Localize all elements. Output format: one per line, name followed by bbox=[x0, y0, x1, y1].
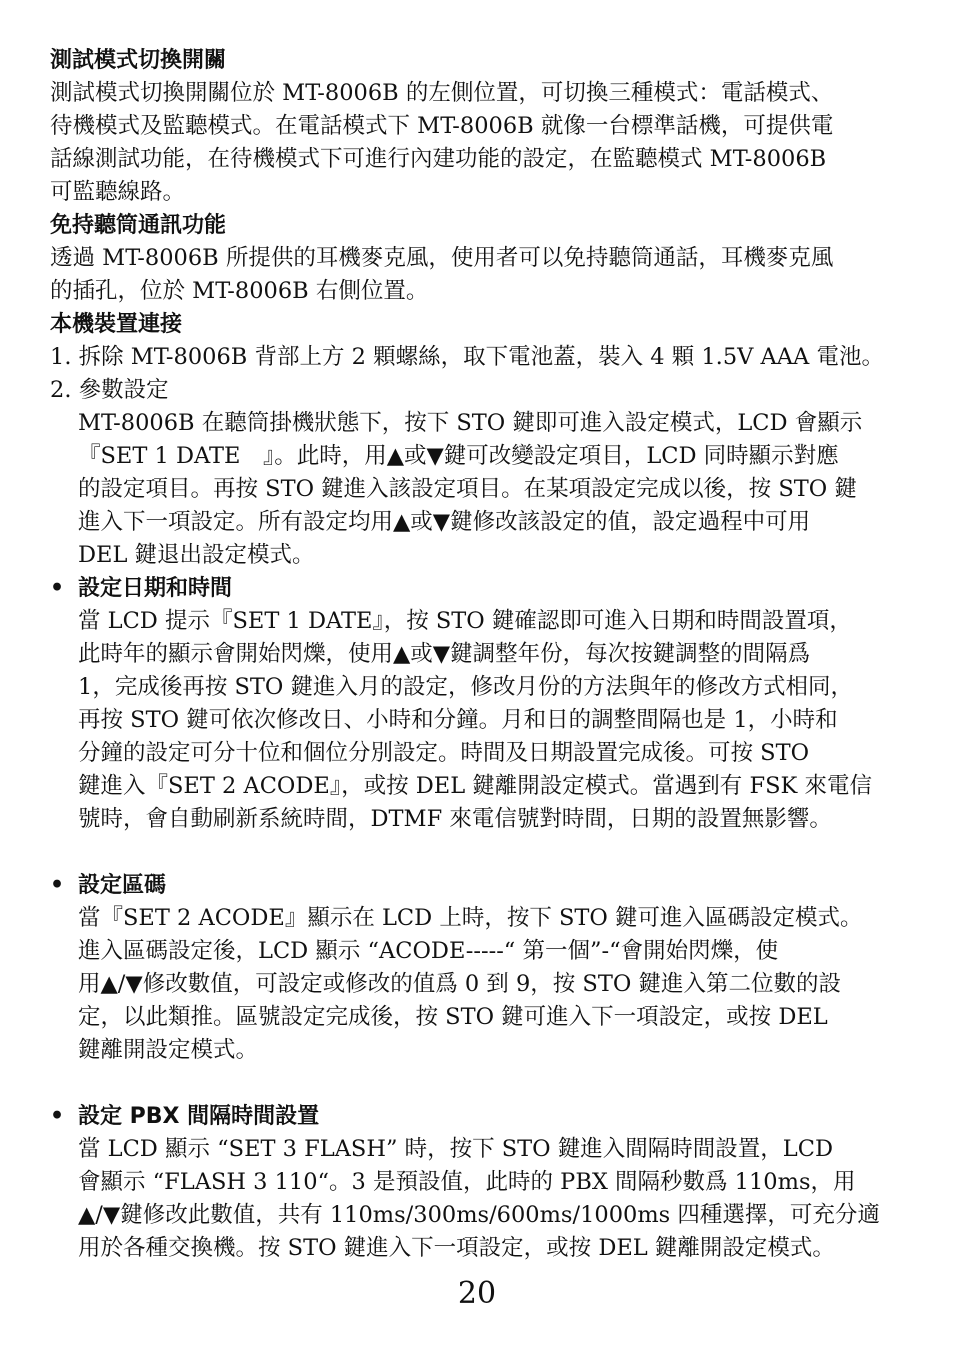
paragraph-line: DEL 鍵退出設定模式。 bbox=[78, 542, 315, 568]
paragraph-line: 鍵進入『SET 2 ACODE』，或按 DEL 鍵離開設定模式。當遇到有 FSK 來電信 bbox=[78, 773, 872, 799]
paragraph-line: 當 LCD 提示『SET 1 DATE』，按 STO 鍵確認即可進入日期和時間設置項， bbox=[78, 608, 852, 634]
page-number: 20 bbox=[457, 1276, 497, 1311]
heading-setup: 本機裝置連接 bbox=[50, 312, 183, 337]
heading-area-code: 設定區碼 bbox=[78, 873, 167, 898]
heading-pbx-flash: 設定 PBX 間隔時間設置 bbox=[78, 1104, 320, 1129]
paragraph-line: 進入區碼設定後，LCD 顯示 “ACODE-----“ 第一個”-“會開始閃爍，使 bbox=[78, 938, 779, 964]
paragraph-line: 用於各種交換機。按 STO 鍵進入下一項設定，或按 DEL 鍵離開設定模式。 bbox=[78, 1235, 835, 1261]
list-item-1: 1. 拆除 MT-8006B 背部上方 2 顆螺絲，取下電池蓋，裝入 4 顆 1.5V AAA 電池。 bbox=[50, 344, 884, 370]
paragraph-line: 待機模式及監聽模式。在電話模式下 MT-8006B 就像一台標準話機，可提供電 bbox=[50, 113, 834, 139]
paragraph-line: MT-8006B 在聽筒掛機狀態下，按下 STO 鍵即可進入設定模式，LCD 會顯示 bbox=[78, 410, 863, 436]
paragraph-line: 分鐘的設定可分十位和個位分別設定。時間及日期設置完成後。可按 STO bbox=[78, 740, 810, 766]
paragraph-line: 再按 STO 鍵可依次修改日、小時和分鐘。月和日的調整間隔也是 1，小時和 bbox=[78, 707, 838, 733]
paragraph-line: 進入下一項設定。所有設定均用▲或▼鍵修改該設定的值，設定過程中可用 bbox=[78, 509, 811, 535]
paragraph-line: 『SET 1 DATE 』。此時，用▲或▼鍵可改變設定項目，LCD 同時顯示對應 bbox=[78, 443, 839, 469]
heading-handsfree: 免持聽筒通訊功能 bbox=[50, 213, 227, 238]
paragraph-line: 透過 MT-8006B 所提供的耳機麥克風，使用者可以免持聽筒通話，耳機麥克風 bbox=[50, 245, 834, 271]
paragraph-line: 的設定項目。再按 STO 鍵進入該設定項目。在某項設定完成以後，按 STO 鍵 bbox=[78, 476, 857, 502]
bullet-icon: • bbox=[50, 575, 65, 601]
paragraph-line: 此時年的顯示會開始閃爍，使用▲或▼鍵調整年份，每次按鍵調整的間隔爲 bbox=[78, 641, 811, 667]
list-item-2: 2. 參數設定 bbox=[50, 377, 169, 403]
paragraph-line: 鍵離開設定模式。 bbox=[78, 1037, 259, 1063]
paragraph-line: 號時，會自動刷新系統時間，DTMF 來電信號對時間，日期的設置無影響。 bbox=[78, 806, 832, 832]
heading-date-time: 設定日期和時間 bbox=[78, 576, 233, 601]
paragraph-line: ▲/▼鍵修改此數值，共有 110ms/300ms/600ms/1000ms 四種選擇，可充分適 bbox=[78, 1202, 880, 1228]
paragraph-line: 當『SET 2 ACODE』顯示在 LCD 上時，按下 STO 鍵可進入區碼設定模式。 bbox=[78, 905, 863, 931]
paragraph-line: 當 LCD 顯示 “SET 3 FLASH” 時，按下 STO 鍵進入間隔時間設置，LCD bbox=[78, 1136, 833, 1162]
paragraph-line: 1，完成後再按 STO 鍵進入月的設定，修改月份的方法與年的修改方式相同， bbox=[78, 674, 853, 700]
paragraph-line: 可監聽線路。 bbox=[50, 179, 186, 205]
paragraph-line: 話線測試功能，在待機模式下可進行內建功能的設定，在監聽模式 MT-8006B bbox=[50, 146, 827, 172]
paragraph-line: 會顯示 “FLASH 3 110“。3 是預設值，此時的 PBX 間隔秒數爲 110ms，用 bbox=[78, 1169, 856, 1195]
paragraph-line: 用▲/▼修改數值，可設定或修改的值爲 0 到 9，按 STO 鍵進入第二位數的設 bbox=[78, 971, 841, 997]
paragraph-line: 定，以此類推。區號設定完成後，按 STO 鍵可進入下一項設定，或按 DEL bbox=[78, 1004, 828, 1030]
paragraph-line: 測試模式切換開關位於 MT-8006B 的左側位置，可切換三種模式：電話模式、 bbox=[50, 80, 834, 106]
bullet-icon: • bbox=[50, 872, 65, 898]
paragraph-line: 的插孔，位於 MT-8006B 右側位置。 bbox=[50, 278, 429, 304]
heading-mode-switch: 測試模式切換開關 bbox=[50, 48, 227, 73]
bullet-icon: • bbox=[50, 1103, 65, 1129]
